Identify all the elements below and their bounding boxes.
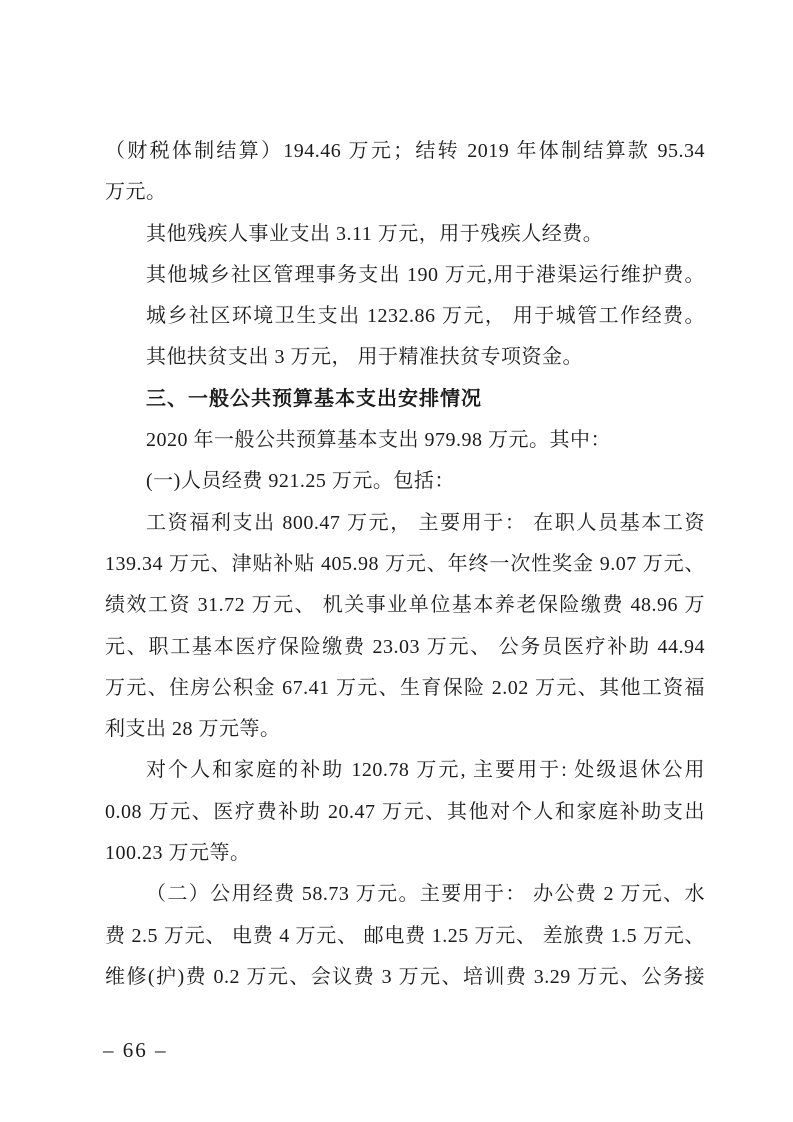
text-line: 维修(护)费 0.2 万元、会议费 3 万元、培训费 3.29 万元、公务接 xyxy=(105,965,705,988)
text-line: 139.34 万元、津贴补贴 405.98 万元、年终一次性奖金 9.07 万元、 xyxy=(105,552,705,575)
text-line: 其他扶贫支出 3 万元， 用于精准扶贫专项资金。 xyxy=(146,346,583,369)
text-line: (一)人员经费 921.25 万元。包括： xyxy=(146,470,455,493)
text-line: 城乡社区环境卫生支出 1232.86 万元， 用于城管工作经费。 xyxy=(146,305,705,328)
text-line: 其他城乡社区管理事务支出 190 万元,用于港渠运行维护费。 xyxy=(146,263,705,286)
document-body xyxy=(105,131,705,998)
text-line: 万元、住房公积金 67.41 万元、生育保险 2.02 万元、其他工资福 xyxy=(105,676,705,699)
text-line: 万元。 xyxy=(105,181,167,204)
page-number: – 66 – xyxy=(103,1038,168,1062)
text-line: 2020 年一般公共预算基本支出 979.98 万元。其中： xyxy=(146,429,611,452)
text-line: 对个人和家庭的补助 120.78 万元, 主要用于: 处级退休公用 xyxy=(146,759,705,782)
text-line: 利支出 28 万元等。 xyxy=(105,718,281,741)
text-line: 绩效工资 31.72 万元、 机关事业单位基本养老保险缴费 48.96 万 xyxy=(105,594,705,617)
text-line: 100.23 万元等。 xyxy=(105,842,251,865)
text-line: 0.08 万元、医疗费补助 20.47 万元、其他对个人和家庭补助支出 xyxy=(105,800,705,823)
text-line: 费 2.5 万元、 电费 4 万元、 邮电费 1.25 万元、 差旅费 1.5 万元、 xyxy=(105,924,705,947)
text-line: （财税体制结算）194.46 万元；结转 2019 年体制结算款 95.34 xyxy=(105,140,705,162)
section-heading: 三、一般公共预算基本支出安排情况 xyxy=(146,387,482,410)
text-line: （二）公用经费 58.73 万元。主要用于： 办公费 2 万元、水 xyxy=(146,883,705,906)
text-line: 其他残疾人事业支出 3.11 万元，用于残疾人经费。 xyxy=(146,222,604,245)
text-line: 元、职工基本医疗保险缴费 23.03 万元、 公务员医疗补助 44.94 xyxy=(105,635,705,658)
text-line: 工资福利支出 800.47 万元， 主要用于： 在职人员基本工资 xyxy=(146,511,705,534)
